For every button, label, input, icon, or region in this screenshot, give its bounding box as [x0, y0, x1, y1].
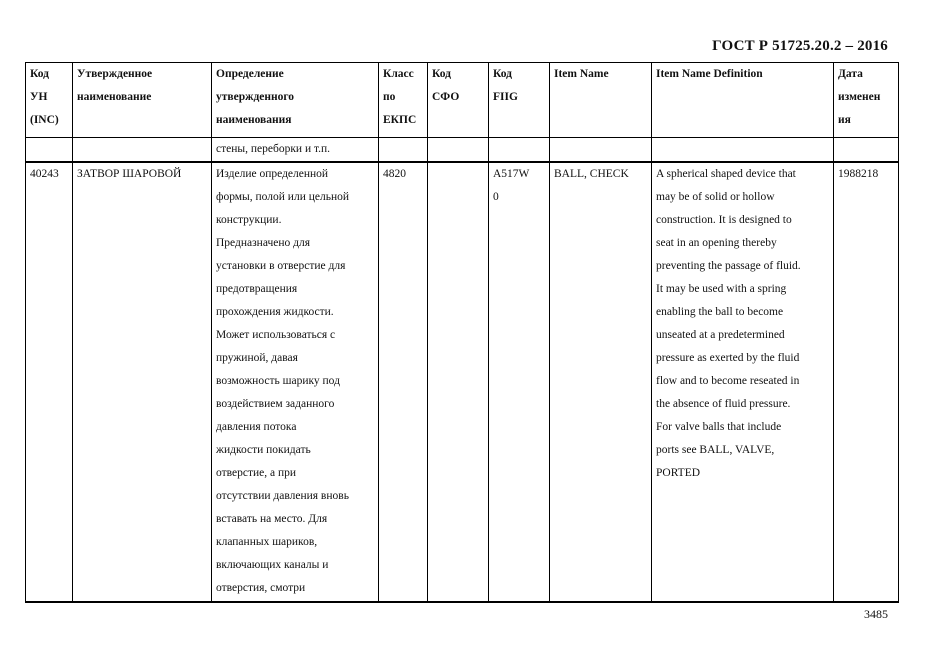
cell-approved-name: ЗАТВОР ШАРОВОЙ [73, 162, 212, 602]
cell-definition [212, 162, 379, 602]
text-line: It may be used with a spring [656, 283, 787, 295]
table-header-row [26, 63, 899, 138]
text-line: Может использоваться с [216, 329, 336, 341]
text-line: давления потока [216, 421, 297, 433]
text-line: enabling the ball to become [656, 306, 784, 318]
text-line: установки в отверстие для [216, 260, 346, 272]
text-line: жидкости покидать [216, 444, 311, 456]
text-line: pressure as exerted by the fluid [656, 352, 800, 364]
text-line: прохождения жидкости. [216, 306, 334, 318]
header-class-ekps: Класс по ЕКПС [379, 63, 428, 138]
header-approved-name: Утвержденное наименование [73, 63, 212, 138]
cont-cell-class [379, 138, 428, 163]
cell-item-name-definition [652, 162, 834, 602]
continuation-text: стены, переборки и т.п. [212, 138, 379, 163]
text-line: возможность шарику под [216, 375, 340, 387]
text-line: Изделие определенной [216, 168, 329, 180]
header-inc: Код УН (INC) [26, 63, 73, 138]
cont-cell-item-name [550, 138, 652, 163]
text-line: the absence of fluid pressure. [656, 398, 791, 410]
cont-cell-date [834, 138, 899, 163]
text-line: формы, полой или цельной [216, 191, 350, 203]
text-line: отверстие, а при [216, 467, 297, 479]
text-line: отсутствии давления вновь [216, 490, 349, 502]
cont-cell-sfo [428, 138, 489, 163]
text-line: For valve balls that include [656, 421, 782, 433]
header-definition: Определение утвержденного наименования [212, 63, 379, 138]
cont-cell-name [73, 138, 212, 163]
header-item-name-definition: Item Name Definition [652, 63, 834, 138]
text-line: ports see BALL, VALVE, [656, 444, 775, 456]
text-line: отверстия, смотри [216, 582, 306, 594]
nomenclature-table [25, 62, 899, 603]
header-sfo-code: Код СФО [428, 63, 489, 138]
text-line: unseated at a predetermined [656, 329, 785, 341]
text-line: A spherical shaped device that [656, 168, 796, 180]
text-line: preventing the passage of fluid. [656, 260, 801, 272]
text-line: клапанных шариков, [216, 536, 318, 548]
text-line: включающих каналы и [216, 559, 329, 571]
table-row [26, 162, 899, 602]
page-number: 3485 [864, 607, 888, 621]
text-line: вставать на место. Для [216, 513, 328, 525]
cell-sfo-code [428, 162, 489, 602]
cell-inc: 40243 [26, 162, 73, 602]
header-change-date: Дата изменен ия [834, 63, 899, 138]
cont-cell-fiig [489, 138, 550, 163]
text-line: construction. It is designed to [656, 214, 792, 226]
header-item-name: Item Name [550, 63, 652, 138]
document-standard-title: ГОСТ Р 51725.20.2 – 2016 [712, 38, 888, 54]
cell-class-ekps: 4820 [379, 162, 428, 602]
text-line: предотвращения [216, 283, 298, 295]
text-line: flow and to become reseated in [656, 375, 800, 387]
cont-cell-inc [26, 138, 73, 163]
header-fiig-code: Код FIIG [489, 63, 550, 138]
text-line: may be of solid or hollow [656, 191, 775, 203]
text-line: пружиной, давая [216, 352, 298, 364]
text-line: конструкции. [216, 214, 282, 226]
cont-cell-item-def [652, 138, 834, 163]
text-line: воздействием заданного [216, 398, 335, 410]
text-line: Предназначено для [216, 237, 311, 249]
continuation-row [26, 138, 899, 163]
cell-change-date: 1988218 [834, 162, 899, 602]
cell-fiig-code: A517W 0 [489, 162, 550, 602]
text-line: PORTED [656, 467, 701, 479]
text-line: seat in an opening thereby [656, 237, 777, 249]
cell-item-name: BALL, CHECK [550, 162, 652, 602]
